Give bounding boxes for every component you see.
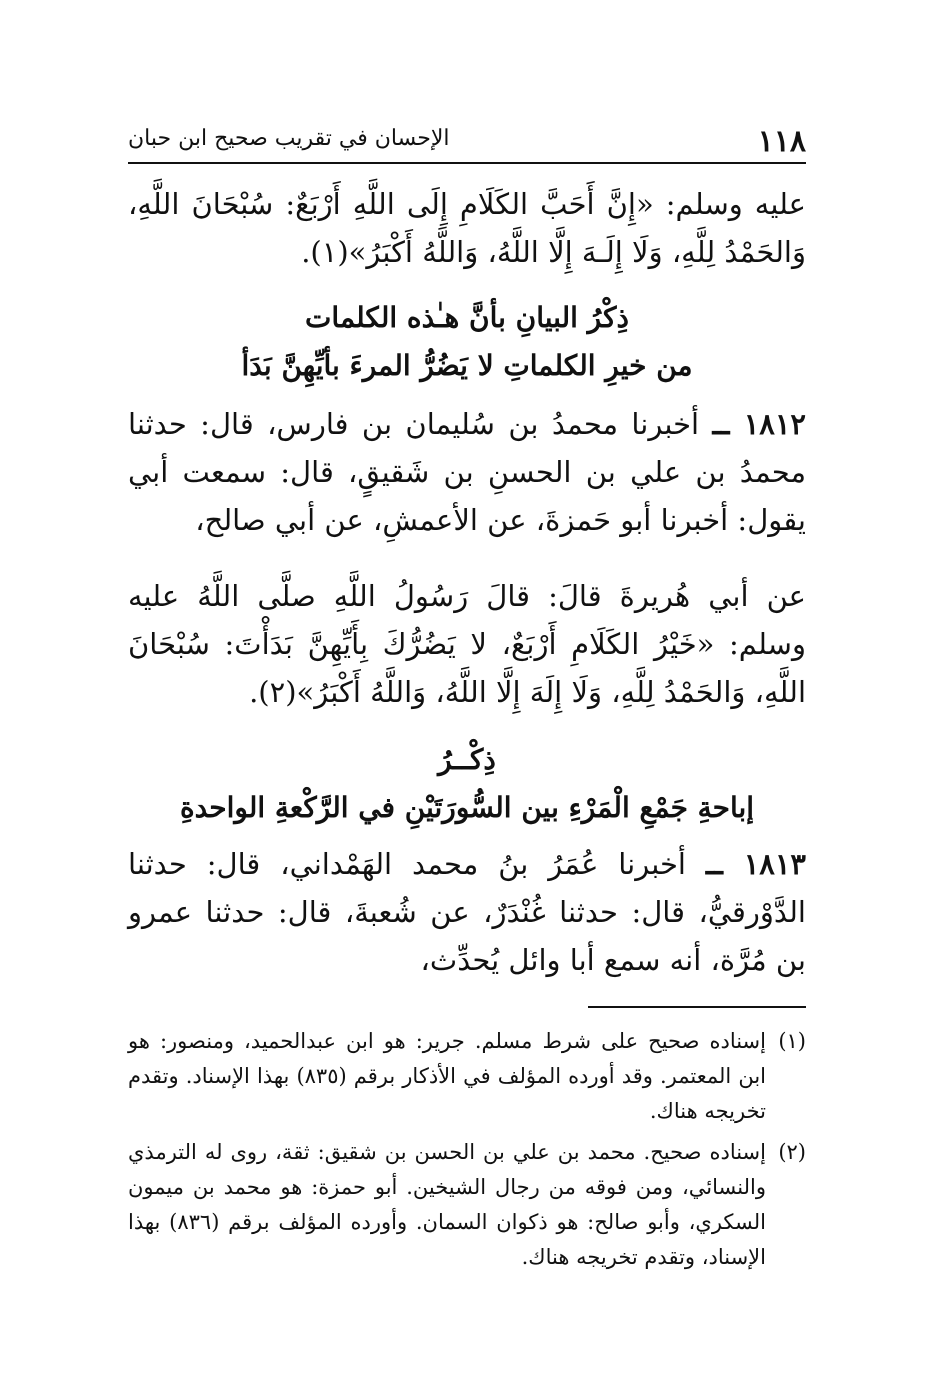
book-title: الإحسان في تقريب صحيح ابن حبان	[128, 126, 450, 151]
heading-1-line-1: ذِكْرُ البيانِ بأنَّ هـٰذه الكلمات	[305, 301, 629, 334]
footnote-1-text: إسناده صحيح على شرط مسلم. جرير: هو ابن عبدالحميد، ومنصور: هو ابن المعتمر. وقد أورده المؤلف في الأذكار برقم (٨٣٥) بهذا الإسناد. وتقدم تخريجه هناك.	[128, 1029, 766, 1123]
hadith-1812-text: أخبرنا محمدُ بن سُليمان بن فارس، قال: حدثنا محمدُ بن علي بن الحسنِ بن شَقيقٍ، قال: سمعت أبي يقول: أخبرنا أبو حَمزةَ، عن الأعمشِ، عن أبي صالح،	[128, 407, 806, 537]
footnotes	[128, 1024, 806, 1275]
footnote-1-number: (١)	[778, 1029, 806, 1053]
heading-1-line-2: من خيرِ الكلماتِ لا يَضُرُّ المرءَ بأيِّهِنَّ بَدَأ	[241, 349, 693, 382]
footnote-2	[128, 1135, 806, 1275]
page-header	[128, 112, 806, 164]
hadith-1812-matn-block	[128, 572, 806, 716]
heading-2	[128, 736, 806, 832]
footnote-divider	[588, 1006, 806, 1008]
heading-1	[128, 294, 806, 390]
hadith-1812-number: ١٨١٢ ــ	[712, 407, 806, 441]
hadith-1812-matn: عن أبي هُريرةَ قالَ: قالَ رَسُولُ اللَّهِ صلَّى اللَّهُ عليه وسلم: «خَيْرُ الكَلَامِ أَرْبَعٌ، لا يَضُرُّكَ بِأَيِّهِنَّ بَدَأْتَ: سُبْحَانَ اللَّهِ، وَالحَمْدُ لِلَّهِ، وَلَا إِلَهَ إِلَّا اللَّهُ، وَاللَّهُ أَكْبَرُ»(٢).	[128, 579, 806, 709]
hadith-1813-isnad	[128, 840, 806, 984]
heading-2-line-1: ذِكْــرُ	[438, 743, 496, 776]
hadith-1812-isnad	[128, 400, 806, 544]
hadith-1812	[128, 400, 806, 544]
footnote-2-text: إسناده صحيح. محمد بن علي بن الحسن بن شقيق: ثقة، روى له الترمذي والنسائي، ومن فوقه من رجال الشيخين. أبو حمزة: هو محمد بن ميمون السكري، وأبو صالح: هو ذكوان السمان. وأورده المؤلف برقم (٨٣٦) بهذا الإسناد، وتقدم تخريجه هناك.	[128, 1140, 766, 1269]
footnote-2-number: (٢)	[778, 1140, 806, 1164]
hadith-1813-text: أخبرنا عُمَرُ بنُ محمد الهَمْداني، قال: حدثنا الدَّوْرقيُّ، قال: حدثنا غُنْدَرٌ، عن شُعبةَ، قال: حدثنا عمرو بن مُرَّة، أنه سمع أبا وائل يُحدِّث،	[128, 847, 806, 977]
footnote-1	[128, 1024, 806, 1129]
intro-paragraph-block	[128, 180, 806, 276]
intro-paragraph: عليه وسلم: «إِنَّ أَحَبَّ الكَلَامِ إِلَى اللَّهِ أَرْبَعٌ: سُبْحَانَ اللَّهِ، وَالحَمْدُ لِلَّهِ، وَلَا إِلَـهَ إِلَّا اللَّهُ، وَاللَّهُ أَكْبَرُ»(١).	[128, 187, 806, 269]
hadith-1813	[128, 840, 806, 984]
hadith-1813-number: ١٨١٣ ــ	[705, 847, 807, 881]
page-number: ١١٨	[757, 124, 806, 159]
heading-2-line-2: إباحةِ جَمْعِ الْمَرْءِ بين السُّورَتَيْنِ في الرَّكْعةِ الواحدةِ	[179, 791, 755, 824]
